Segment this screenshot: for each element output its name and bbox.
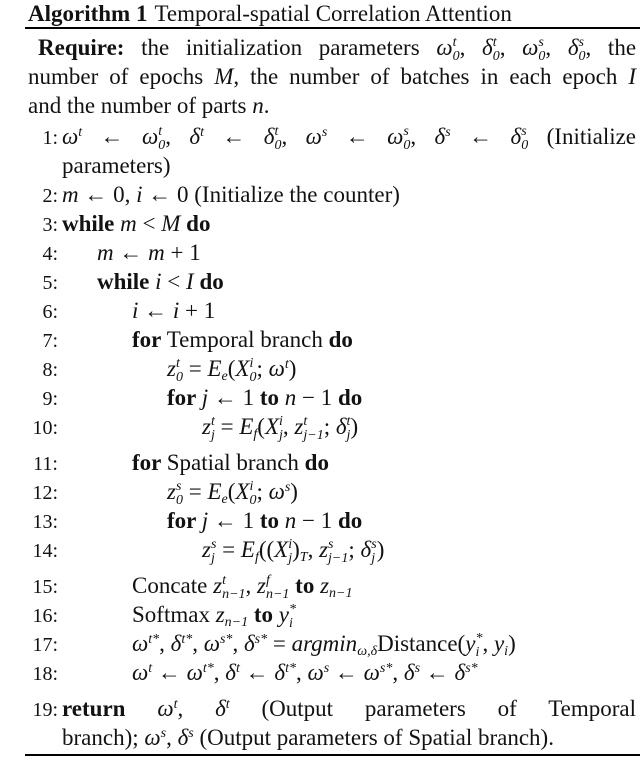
text-run: ; [323, 414, 336, 439]
line-number: 6: [42, 301, 58, 323]
supsub-scripts: t j [346, 414, 351, 443]
math-var: $\omega^{s*}$ [203, 631, 233, 656]
math-var: X i 0 [235, 356, 257, 385]
line-content [62, 694, 636, 723]
supsub-scripts: t 0 [492, 35, 500, 64]
line-number: 19: [32, 699, 58, 721]
text-run: , the [585, 35, 637, 60]
supsub-scripts: t 0 [158, 124, 166, 153]
line-content [132, 600, 636, 631]
text-run: ( [257, 414, 265, 439]
line-content [167, 477, 636, 508]
text-run: + 1 [179, 298, 216, 323]
algorithm-line [28, 600, 636, 629]
text-run: ← [420, 660, 455, 685]
require-row [28, 91, 636, 120]
math-var: $\omega^s$ [307, 660, 330, 685]
text-run: , [295, 660, 308, 685]
line-number: 13: [32, 511, 58, 533]
math-var: $E_f$ [240, 537, 259, 565]
line-number: 17: [32, 634, 58, 656]
math-var: n [252, 93, 264, 118]
algorithm-title [28, 1, 638, 27]
math-var: $\delta^s$ [177, 725, 194, 750]
text-run: ( [227, 356, 236, 381]
math-var: M [214, 64, 234, 89]
text-run: (Output parameters of Temporal [229, 696, 637, 721]
require-block [28, 33, 636, 120]
math-var: $\omega^{s*}$ [363, 660, 393, 685]
algorithm-line [28, 383, 636, 412]
math-var: δ t j [335, 414, 351, 443]
text-run: = [182, 356, 208, 381]
math-var: $z_{n-1}$ [320, 573, 353, 601]
math-var: I [186, 269, 194, 294]
math-var: $\omega^t$ [268, 356, 289, 381]
math-var: ω s 0 [522, 35, 546, 64]
math-var: δ t 0 [482, 35, 500, 64]
math-var: i [132, 298, 139, 323]
algorithm-line [28, 267, 636, 296]
keyword: Require: [38, 35, 125, 60]
text-run: ← [450, 124, 511, 149]
text-run: ; [348, 537, 361, 562]
math-var: $\delta^{s*}$ [454, 660, 478, 685]
text-run: ← [327, 124, 388, 149]
line-content [62, 209, 636, 238]
line-content [132, 325, 636, 354]
algorithm-title-text: Temporal-spatial Correlation Attention [154, 1, 512, 26]
line-content [132, 448, 636, 477]
supsub-scripts: t j−1 [303, 414, 324, 443]
keyword: while [97, 269, 156, 294]
text-run: the initialization parameters [124, 35, 437, 60]
text-run: number of epochs [28, 64, 215, 89]
math-var: $\delta^{t*}$ [274, 660, 296, 685]
math-var: n [284, 385, 297, 410]
text-run: , [307, 537, 320, 562]
keyword: to [253, 602, 274, 627]
math-var: ω s 0 [387, 124, 411, 153]
math-var: X i j [264, 414, 283, 443]
algorithm-line [28, 477, 636, 506]
text-run: and the number of parts [28, 93, 253, 118]
bottom-divider [25, 754, 640, 756]
algorithm-line [28, 694, 636, 723]
algorithm-line [28, 629, 636, 658]
text-run: ) [508, 631, 516, 656]
keyword: for [167, 385, 202, 410]
algorithm-line [28, 122, 636, 151]
text-run: Distance( [377, 631, 466, 656]
math-var: $\omega^{t*}$ [186, 660, 214, 685]
text-run: ← [203, 124, 264, 149]
supsub-scripts: * i [475, 631, 483, 660]
text-run: Spatial branch [166, 450, 299, 475]
keyword: for [132, 327, 167, 352]
supsub-scripts: t n−1 [222, 573, 246, 602]
line-content [97, 267, 636, 296]
math-var: δ s j [360, 537, 377, 566]
math-var: z s j [202, 537, 217, 566]
math-var: argmin$_{\omega,\delta}$ [291, 631, 378, 659]
supsub-scripts: t j [210, 414, 215, 443]
require-row [28, 62, 636, 91]
text-run: (Output parameters of Spatial branch). [193, 725, 554, 750]
algorithm-line [28, 571, 636, 600]
math-var: $\omega^s$ [144, 725, 167, 750]
line-content [62, 151, 636, 180]
line-content [62, 723, 636, 752]
algorithm-line [28, 448, 636, 477]
math-var: $\omega^s$ [305, 124, 328, 149]
math-var: $\delta^t$ [215, 696, 230, 721]
text-run: , [281, 124, 306, 149]
text-run: branch); [62, 725, 145, 750]
text-run: ; [256, 479, 269, 504]
keyword: do [193, 269, 224, 294]
text-run: < [136, 211, 162, 236]
line-number: 3: [42, 214, 58, 236]
math-var: $\omega^t$ [157, 696, 178, 721]
keyword: for [167, 508, 202, 533]
require-row [28, 33, 636, 62]
math-var: $\delta^t$ [189, 124, 204, 149]
supsub-scripts: s j−1 [328, 537, 349, 566]
text-run: Concate [132, 573, 214, 598]
supsub-scripts: s j [371, 537, 377, 566]
math-var: z f n−1 [257, 573, 290, 602]
line-number: 15: [32, 576, 58, 598]
text-run: , [245, 573, 258, 598]
text-run: ← 0, [78, 182, 137, 207]
algorithm-line [28, 209, 636, 238]
line-number: 8: [42, 359, 58, 381]
algorithm-line [28, 325, 636, 354]
supsub-scripts: * i [289, 602, 296, 631]
text-run: , [545, 35, 568, 60]
algorithm-line [28, 296, 636, 325]
keyword: do [298, 450, 329, 475]
text-run: Softmax [132, 602, 216, 627]
text-run: , [192, 631, 204, 656]
text-run: − 1 [296, 385, 338, 410]
keyword: while [62, 211, 121, 236]
line-content [132, 296, 636, 325]
text-run: ) [290, 479, 298, 504]
line-content [167, 506, 636, 535]
algorithm-line [28, 151, 636, 180]
line-number: 18: [32, 663, 58, 685]
text-run: , the number of batches in each epoch [233, 64, 629, 89]
supsub-scripts: i 0 [249, 479, 257, 508]
line-content [202, 412, 636, 443]
line-content [167, 354, 636, 385]
math-var: δ s 0 [567, 35, 586, 64]
text-run: . [263, 93, 270, 118]
line-number: 4: [42, 243, 58, 265]
line-number: 10: [32, 417, 58, 439]
keyword: to [259, 385, 280, 410]
math-var: z t n−1 [213, 573, 246, 602]
text-run: ) [350, 414, 359, 439]
text-run: ) [288, 356, 297, 381]
text-run: (( [258, 537, 275, 562]
keyword: to [295, 573, 315, 598]
supsub-scripts: f n−1 [265, 573, 290, 602]
line-number: 1: [42, 127, 58, 149]
text-run: = [216, 537, 241, 562]
supsub-scripts: s 0 [521, 124, 529, 153]
text-run: parameters) [62, 153, 171, 178]
line-content [62, 180, 636, 209]
math-var: ω t 0 [141, 124, 166, 153]
math-var: j [201, 508, 209, 533]
line-content [62, 122, 636, 153]
math-var: i [136, 182, 143, 207]
text-run: ← [82, 124, 142, 149]
text-run: , [232, 631, 244, 656]
math-var: $\omega^t$ [62, 124, 83, 149]
line-content [132, 658, 636, 687]
math-var: M [161, 211, 181, 236]
text-run: , [459, 35, 483, 60]
text-run: ← 1 [208, 508, 260, 533]
text-run: , [165, 124, 190, 149]
supsub-scripts: t 0 [452, 35, 460, 64]
keyword: do [338, 508, 363, 533]
supsub-scripts: s 0 [175, 479, 183, 508]
algorithm-line [28, 535, 636, 564]
math-var: y * i [278, 602, 296, 631]
math-var: n [284, 508, 297, 533]
math-var: z t j−1 [294, 414, 324, 443]
line-number: 14: [32, 540, 58, 562]
math-var: i [155, 269, 162, 294]
text-run: , [499, 35, 523, 60]
algorithm-line [28, 723, 636, 752]
math-var: z s 0 [167, 479, 183, 508]
text-run: , [482, 631, 494, 656]
text-run: ← 1 [208, 385, 260, 410]
line-number: 16: [32, 605, 58, 627]
text-run: ) [376, 537, 385, 562]
line-content [132, 571, 636, 602]
text-run: ← 0 (Initialize the counter) [142, 182, 400, 207]
math-var: $E_e$ [207, 356, 228, 384]
algorithm-lines [28, 122, 636, 752]
text-run: ; [256, 356, 269, 381]
text-run: , [282, 414, 295, 439]
line-number: 5: [42, 272, 58, 294]
text-run: < [161, 269, 187, 294]
math-var: j [201, 385, 209, 410]
math-var: $\omega^{t*}$ [132, 631, 160, 656]
math-var: $z_{n-1}$ [215, 602, 249, 630]
supsub-scripts: t 0 [274, 124, 282, 153]
math-var: X i j [274, 537, 293, 566]
line-content [167, 383, 636, 412]
math-var: y * i [465, 631, 483, 660]
math-var: $E_e$ [207, 479, 228, 507]
text-run [273, 602, 279, 627]
math-var: $y_i$ [493, 631, 509, 659]
math-var: $\delta^t$ [225, 660, 240, 685]
math-var: m [97, 240, 114, 265]
algorithm-line [28, 238, 636, 267]
math-var: δ s 0 [510, 124, 529, 153]
keyword: do [180, 211, 211, 236]
math-var: $\omega^t$ [132, 660, 153, 685]
line-number: 7: [42, 330, 58, 352]
text-run: , [213, 660, 226, 685]
keyword: return [62, 696, 158, 721]
text-run: , [392, 660, 404, 685]
math-var: $\delta^s$ [434, 124, 451, 149]
math-var: $\delta^{s*}$ [243, 631, 268, 656]
math-var: m [120, 211, 137, 236]
algorithm-line [28, 180, 636, 209]
algorithm-line [28, 354, 636, 383]
algorithm-line [28, 506, 636, 535]
supsub-scripts: s 0 [403, 124, 411, 153]
supsub-scripts: s 0 [578, 35, 586, 64]
text-run: ← [329, 660, 364, 685]
text-run: ( [227, 479, 236, 504]
text-run: − 1 [296, 508, 338, 533]
text-run: = [267, 631, 292, 656]
line-number: 12: [32, 482, 58, 504]
keyword: for [132, 450, 167, 475]
supsub-scripts: s j [210, 537, 217, 566]
supsub-scripts: s 0 [538, 35, 546, 64]
text-run: = [214, 414, 240, 439]
math-var: $\delta^{t*}$ [170, 631, 193, 656]
keyword: to [259, 508, 280, 533]
text-run: , [159, 631, 171, 656]
line-content [132, 629, 636, 660]
math-var: ω t 0 [436, 35, 460, 64]
math-var: $E_f$ [239, 414, 258, 442]
math-var: I [628, 64, 636, 89]
supsub-scripts: i j [288, 537, 293, 566]
text-run: ← [239, 660, 275, 685]
math-var: X i 0 [235, 479, 257, 508]
supsub-scripts: i j [279, 414, 283, 443]
algorithm-line [28, 412, 636, 441]
line-content [202, 535, 636, 566]
text-run: )$_T$ [292, 537, 308, 565]
supsub-scripts: t 0 [175, 356, 183, 385]
math-var: m [62, 182, 79, 207]
text-run: , [166, 725, 178, 750]
algorithm-line [28, 658, 636, 687]
keyword: do [338, 385, 363, 410]
math-var: i [172, 298, 180, 323]
algorithm-label: Algorithm 1 [28, 1, 148, 26]
text-run: = [182, 479, 208, 504]
text-run: Temporal branch [166, 327, 323, 352]
text-run: , [410, 124, 435, 149]
math-var: m [148, 240, 165, 265]
math-var: z s j−1 [319, 537, 349, 566]
math-var: δ t 0 [263, 124, 282, 153]
math-var: z t 0 [167, 356, 183, 385]
text-run: ← [113, 240, 149, 265]
text-run: (Initialize [528, 124, 637, 149]
text-run: ← [138, 298, 173, 323]
math-var: $\delta^s$ [403, 660, 421, 685]
supsub-scripts: i 0 [249, 356, 257, 385]
math-var: $\omega^s$ [268, 479, 291, 504]
line-number: 2: [42, 185, 58, 207]
line-number: 9: [42, 388, 58, 410]
line-number: 11: [33, 453, 58, 475]
text-run: + 1 [164, 240, 201, 265]
line-content [97, 238, 636, 267]
text-run: ← [152, 660, 187, 685]
text-run: , [177, 696, 216, 721]
keyword: do [322, 327, 353, 352]
math-var: z t j [202, 414, 215, 443]
title-divider [25, 27, 640, 29]
